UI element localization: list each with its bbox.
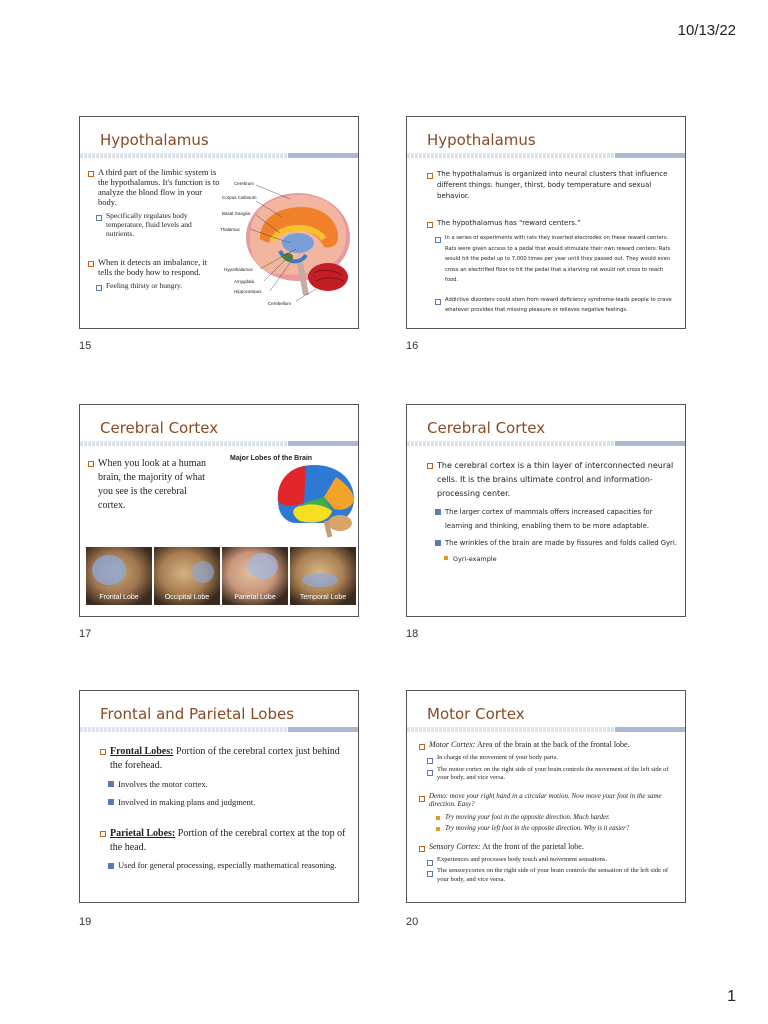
sub-bullet: In charge of the movement of your body parts. [419,754,677,763]
lobe-label: Occipital Lobe [164,594,210,601]
diagram-label: Corpus Callosum [222,195,257,200]
diagram-label: Cerebrum [234,181,255,186]
slide-16 [406,116,686,329]
definition: At the front of the parietal lobe. [480,841,584,851]
sub-sub-bullet: Try moving your left foot in the opposite direction. Why is it easier? [419,824,677,834]
title-rule [80,727,358,732]
bullet: When it detects an imbalance, it tells the body how to respond. [88,257,220,277]
bullet: The hypothalamus is organized into neural clusters that influence different things: hunger, thirst, body temperature and sexual behavior. [427,169,677,202]
bullet: A third part of the limbic system is the hypothalamus. It's function is to analyze the blood flow in your body. [88,167,220,207]
bullet: When you look at a human brain, the majority of what you see is the cerebral cortex. [88,457,208,513]
bullet [100,745,350,773]
sub-bullet: In a series of experiments with rats they inserted electrodes on these reward centers. Rats were given access to a pedal that would stimulate their own reward centers. Rats would hit the pedal up to 7,000 times per year until they passed out. They would even cross an electrified floor to hit the pedal that a starving rat would not cross to reach food. [427,233,677,286]
diagram-label: Hippocampus [234,289,262,294]
slide-20 [406,690,686,903]
slide-title: Cerebral Cortex [427,419,546,437]
title-rule [407,153,685,158]
sub-bullet: Feeling thirsty or hungry. [88,281,220,290]
diagram-label: Hypothalamus [224,267,253,272]
lobe-label: Parietal Lobe [234,594,276,601]
diagram-label: Thalamus [220,227,240,232]
term: Motor Cortex: [429,740,476,749]
sub-bullet: Involves the motor cortex. [100,777,350,792]
term: Parietal Lobes: [110,828,176,839]
diagram-label: Basal Ganglia [222,211,251,216]
sub-bullet: Involved in making plans and judgment. [100,795,350,810]
sub-bullet: The sensorycortex on the right side of your brain controls the sensation of the left side of your body, and vice versa. [419,867,677,884]
lobe-photo [222,547,288,605]
term: Frontal Lobes: [110,746,174,757]
lobe-photo-strip [86,547,356,605]
lobe-label: Frontal Lobe [99,594,139,601]
slide-title: Motor Cortex [427,705,525,723]
sub-bullet: The motor cortex on the right side of your brain controls the movement of the left side of your body, and vice versa. [419,766,677,783]
lobes-diagram [270,461,358,541]
sub-bullet: Addictive disorders could stem from reward deficiency syndrome-leads people to crave whatever provides that missing pleasure or relieves negative feelings. [427,295,677,316]
bullet [100,827,350,855]
slide-19 [79,690,359,903]
slide-title: Hypothalamus [427,131,536,149]
sub-sub-bullet: Try moving your foot in the opposite direction. Much harder. [419,813,677,823]
slide-number: 15 [79,340,92,352]
slide-number: 16 [406,340,419,352]
sub-bullet: The larger cortex of mammals offers increased capacities for learning and thinking, enabling them to be more adaptable. [427,505,677,533]
slide-17 [79,404,359,617]
slide-18 [406,404,686,617]
sub-bullet: Specifically regulates body temperature, fluid levels and nutrients. [88,211,220,238]
lobe-photo [86,547,152,605]
header-date: 10/13/22 [677,22,736,39]
slide-title: Cerebral Cortex [100,419,219,437]
bullet: The hypothalamus has “reward centers.” [427,218,677,229]
slide-body [427,459,677,567]
slide-number: 20 [406,916,419,928]
bullet [419,842,677,852]
bullet: The cerebral cortex is a thin layer of interconnected neural cells. It is the brains ultimate control and information-processing center. [427,459,677,501]
slide-number: 19 [79,916,92,928]
slide-number: 17 [79,628,92,640]
bullet [419,740,677,750]
title-rule [80,441,358,446]
bullet: Demo: move your right hand in a circular motion. Now move your foot in the same direction. Easy? [419,792,677,809]
slide-title: Frontal and Parietal Lobes [100,705,295,723]
slide-15 [79,116,359,329]
lobe-photo [290,547,356,605]
term: Sensory Cortex: [429,841,481,851]
brain-diagram [220,177,354,315]
definition: Portion of the cerebral cortex at the top of the head. [110,828,346,853]
slide-title: Hypothalamus [100,131,209,149]
figure-title: Major Lobes of the Brain [230,455,313,462]
slide-body [88,167,220,293]
lobe-photo [154,547,220,605]
page-number: 1 [727,988,736,1005]
title-rule [407,441,685,446]
diagram-label: Amygdala [234,279,255,284]
title-rule [407,727,685,732]
definition: Area of the brain at the back of the frontal lobe. [475,740,630,749]
sub-bullet: Used for general processing, especially mathematical reasoning. [100,859,350,872]
slide-body [419,740,677,887]
lobe-label: Temporal Lobe [299,594,347,601]
slide-body [88,457,208,517]
title-rule [80,153,358,158]
diagram-label: Cerebellum [268,301,292,306]
slide-body [427,169,677,319]
slide-body [100,745,350,875]
sub-sub-bullet: Gyri-example [427,553,677,565]
sub-bullet: Experiences and processes body touch and movement sensations. [419,856,677,865]
sub-bullet: The wrinkles of the brain are made by fissures and folds called Gyri. [427,536,677,550]
definition: Portion of the cerebral cortex just behind the forehead. [110,746,340,771]
slide-number: 18 [406,628,419,640]
